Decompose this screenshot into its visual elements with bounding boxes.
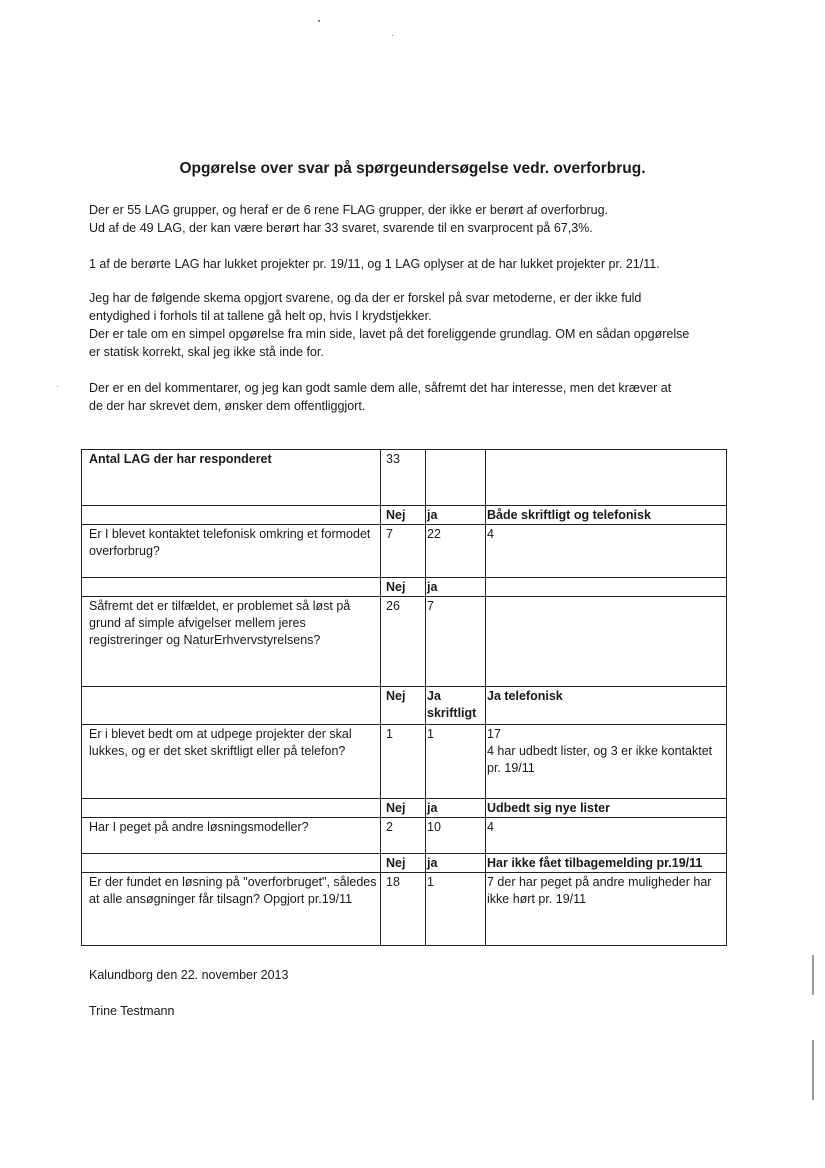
- text-line: 1 af de berørte LAG har lukket projekter pr. 19/11, og 1 LAG oplyser at de har lukket projekter pr. 21/11.: [89, 257, 660, 271]
- column-header: Både skriftligt og telefonisk: [486, 506, 727, 525]
- table-cell: [82, 799, 381, 818]
- column-header: [486, 578, 727, 597]
- scan-speck: [57, 386, 58, 387]
- table-cell: [82, 687, 381, 725]
- column-header: Nej: [381, 578, 426, 597]
- column-header: Nej: [381, 799, 426, 818]
- answer-cell: 7 der har peget på andre muligheder har ikke hørt pr. 19/11: [486, 873, 727, 946]
- text-line: Der er tale om en simpel opgørelse fra min side, lavet på det foreliggende grundlag. OM en sådan opgørelse: [89, 327, 690, 341]
- scan-speck: [392, 35, 393, 36]
- question-cell: Er I blevet kontaktet telefonisk omkring et formodet overforbrug?: [82, 525, 381, 578]
- question-cell: Er i blevet bedt om at udpege projekter der skal lukkes, og er det sket skriftligt eller på telefon?: [82, 725, 381, 799]
- answer-cell: [486, 597, 727, 687]
- answer-cell: 1: [426, 725, 486, 799]
- intro-paragraph: [89, 201, 739, 237]
- text-line: Jeg har de følgende skema opgjort svarene, og da der er forskel på svar metoderne, er der ikke fuld: [89, 291, 642, 305]
- table-header-row: [82, 854, 727, 873]
- question-cell: Er der fundet en løsning på "overforbruget", således at alle ansøgninger får tilsagn? Opgjort pr.19/11: [82, 873, 381, 946]
- table-cell: [82, 578, 381, 597]
- table-row: [82, 597, 727, 687]
- column-header: Ja telefonisk: [486, 687, 727, 725]
- question-cell: Har I peget på andre løsningsmodeller?: [82, 818, 381, 854]
- question-cell: Såfremt det er tilfældet, er problemet så løst på grund af simple afvigelser mellem jeres registreringer og NaturErhvervstyrelsens?: [82, 597, 381, 687]
- answer-cell: 1: [381, 725, 426, 799]
- text-line: Ud af de 49 LAG, der kan være berørt har 33 svaret, svarende til en svarprocent på 67,3%.: [89, 221, 593, 235]
- place-date: Kalundborg den 22. november 2013: [89, 968, 289, 982]
- column-header: Ja skriftligt: [426, 687, 486, 725]
- answer-cell: 26: [381, 597, 426, 687]
- text-line: entydighed i forhols til at tallene gå helt op, hvis I krydstjekker.: [89, 309, 432, 323]
- answer-cell: 7: [426, 597, 486, 687]
- scan-speck: [318, 20, 320, 22]
- column-header: Nej: [381, 687, 426, 725]
- signature-name: Trine Testmann: [89, 1004, 175, 1018]
- table-cell: [82, 506, 381, 525]
- column-header: ja: [426, 506, 486, 525]
- table-cell: [82, 854, 381, 873]
- table-row: [82, 725, 727, 799]
- table-header-row: [82, 578, 727, 597]
- column-header: Nej: [381, 506, 426, 525]
- text-line: Der er en del kommentarer, og jeg kan godt samle dem alle, såfremt det har interesse, men det kræver at: [89, 381, 672, 395]
- respondents-count: 33: [381, 450, 426, 506]
- comments-paragraph: [89, 379, 739, 415]
- respondents-label: Antal LAG der har responderet: [82, 450, 381, 506]
- answer-cell: 4: [486, 818, 727, 854]
- answer-cell: 1: [426, 873, 486, 946]
- text-line: Der er 55 LAG grupper, og heraf er de 6 rene FLAG grupper, der ikke er berørt af overforbrug.: [89, 203, 609, 217]
- column-header: ja: [426, 799, 486, 818]
- table-row: [82, 450, 727, 506]
- scan-margin-mark: [812, 1040, 814, 1100]
- text-line: de der har skrevet dem, ønsker dem offentliggjort.: [89, 399, 366, 413]
- column-header: Har ikke fået tilbagemelding pr.19/11: [486, 854, 727, 873]
- table-header-row: [82, 506, 727, 525]
- method-paragraph: [89, 289, 739, 361]
- column-header: ja: [426, 854, 486, 873]
- table-header-row: [82, 687, 727, 725]
- answer-value: 17: [487, 727, 501, 741]
- table-cell: [426, 450, 486, 506]
- answer-cell: 18: [381, 873, 426, 946]
- survey-table: [81, 449, 727, 946]
- answer-note: 4 har udbedt lister, og 3 er ikke kontaktet pr. 19/11: [487, 744, 713, 775]
- answer-cell: 7: [381, 525, 426, 578]
- table-row: [82, 525, 727, 578]
- column-header: ja: [426, 578, 486, 597]
- answer-cell: [486, 725, 727, 799]
- answer-cell: 22: [426, 525, 486, 578]
- column-header: Udbedt sig nye lister: [486, 799, 727, 818]
- table-row: [82, 873, 727, 946]
- table-row: [82, 818, 727, 854]
- answer-cell: 10: [426, 818, 486, 854]
- table-cell: [486, 450, 727, 506]
- text-line: er statisk korrekt, skal jeg ikke stå inde for.: [89, 345, 324, 359]
- answer-cell: 4: [486, 525, 727, 578]
- answer-cell: 2: [381, 818, 426, 854]
- table-header-row: [82, 799, 727, 818]
- column-header: Nej: [381, 854, 426, 873]
- scan-margin-mark: [812, 955, 814, 995]
- document-title: Opgørelse over svar på spørgeundersøgelse vedr. overforbrug.: [179, 160, 646, 177]
- closed-projects-paragraph: [89, 255, 739, 273]
